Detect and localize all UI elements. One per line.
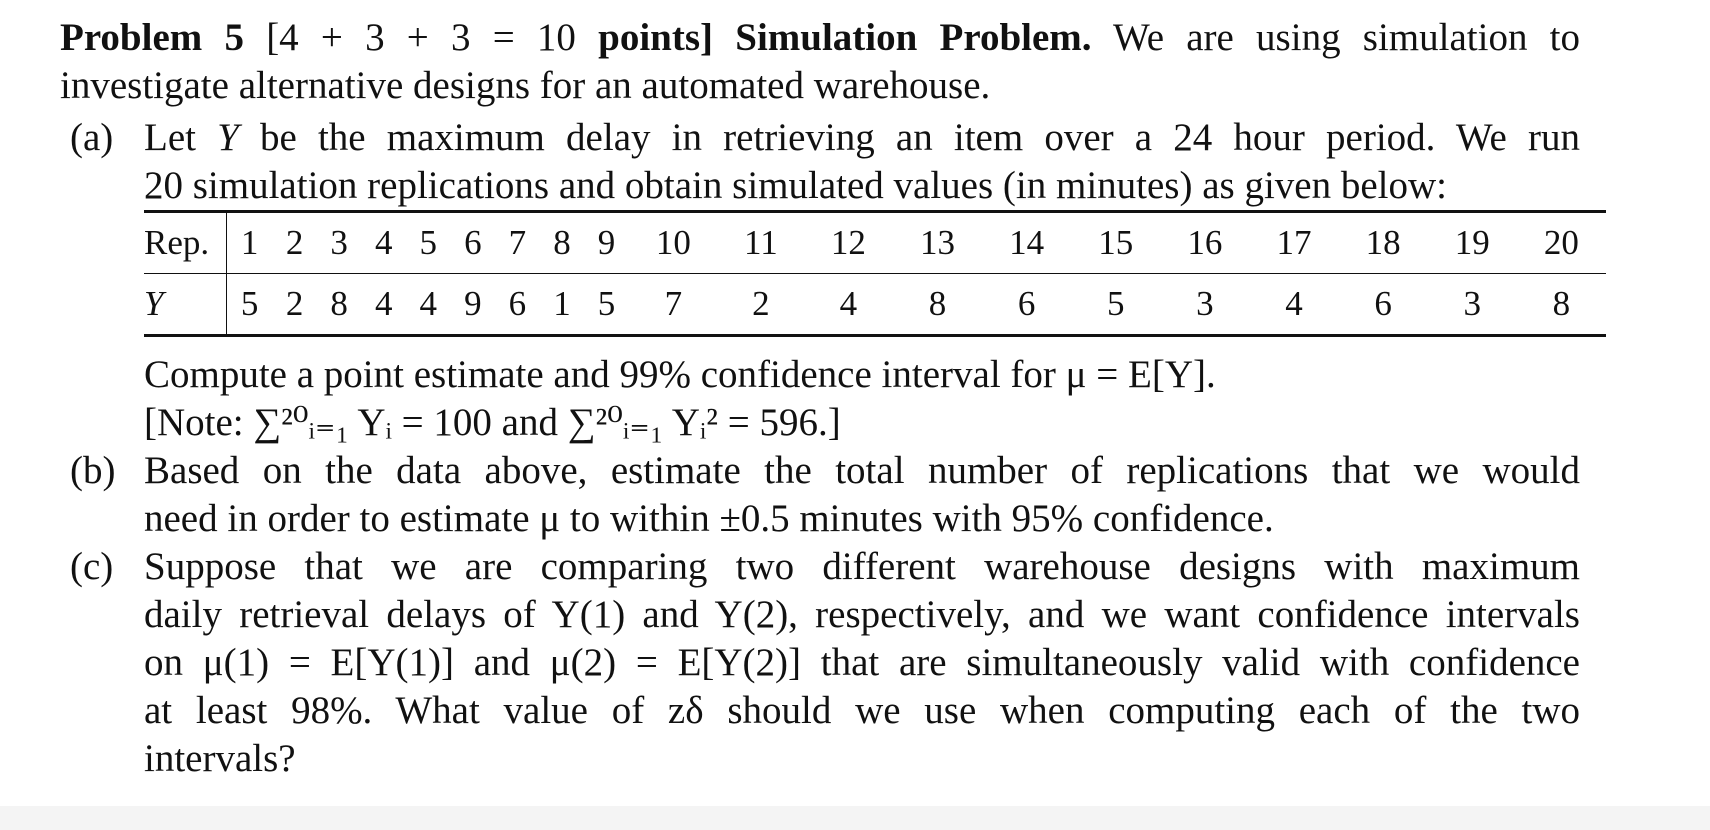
rep-cell: 5 bbox=[406, 212, 451, 274]
y-cell: 3 bbox=[1463, 284, 1481, 323]
problem-page bbox=[60, 14, 1580, 783]
problem-points: [4 + 3 + 3 = 10 bbox=[266, 16, 576, 59]
y-cell: 3 bbox=[1196, 284, 1214, 323]
y-cell: 8 bbox=[928, 284, 947, 323]
part-a-line-2: 20 simulation replications and obtain simulated values (in minutes) as given below: bbox=[144, 164, 1447, 207]
part-c-line-1: Suppose that we are comparing two different warehouse designs with maximum bbox=[144, 545, 1580, 588]
part-a bbox=[60, 114, 1580, 447]
y-cell: 8 bbox=[1552, 284, 1571, 323]
part-c-line-3: on μ(1) = E[Y(1)] and μ(2) = E[Y(2)] that are simultaneously valid with confidence bbox=[144, 641, 1580, 684]
part-a-compute: Compute a point estimate and 99% confidence interval for μ = E[Y]. bbox=[144, 353, 1216, 396]
rep-cell: 20 bbox=[1517, 212, 1606, 274]
y-cell: 6 bbox=[508, 284, 527, 323]
rep-cell: 15 bbox=[1071, 212, 1160, 274]
y-cell: 6 bbox=[1017, 284, 1036, 323]
problem-title: Simulation Problem. bbox=[735, 16, 1092, 59]
rep-cell: 9 bbox=[584, 212, 629, 274]
rep-cell: 6 bbox=[451, 212, 496, 274]
rep-cell: 2 bbox=[272, 212, 317, 274]
rep-cell: 10 bbox=[629, 212, 718, 274]
y-cell: 4 bbox=[839, 284, 858, 323]
part-c-line-2: daily retrieval delays of Y(1) and Y(2), respectively, and we want confidence intervals bbox=[144, 593, 1580, 636]
y-cell: 4 bbox=[1285, 284, 1303, 323]
problem-intro-1: We are using simulation to bbox=[1113, 16, 1580, 59]
part-b-label: (b) bbox=[70, 449, 116, 492]
rep-cell: 18 bbox=[1339, 212, 1428, 274]
y-cell: 5 bbox=[1106, 284, 1125, 323]
part-a-note: [Note: ∑²⁰ᵢ₌₁ Yᵢ = 100 and ∑²⁰ᵢ₌₁ Yᵢ² = 596.] bbox=[144, 401, 841, 444]
problem-label: Problem 5 bbox=[60, 16, 244, 59]
part-c bbox=[60, 543, 1580, 783]
row-label-rep: Rep. bbox=[144, 212, 227, 274]
y-cell: 2 bbox=[752, 284, 770, 323]
y-cell: 6 bbox=[1374, 284, 1392, 323]
rep-cell: 1 bbox=[227, 212, 273, 274]
rep-cell: 11 bbox=[718, 212, 804, 274]
part-c-line-5: intervals? bbox=[144, 737, 296, 780]
rep-cell: 19 bbox=[1428, 212, 1517, 274]
y-cell: 2 bbox=[285, 284, 304, 323]
part-b bbox=[60, 447, 1580, 543]
rep-cell: 4 bbox=[361, 212, 406, 274]
row-label-y: Y bbox=[144, 274, 227, 336]
y-cell: 8 bbox=[330, 284, 348, 323]
part-c-line-4: at least 98%. What value of zδ should we use when computing each of the two bbox=[144, 689, 1580, 732]
replications-table bbox=[144, 210, 1606, 337]
part-b-line-1: Based on the data above, estimate the total number of replications that we would bbox=[144, 449, 1580, 492]
rep-cell: 8 bbox=[540, 212, 585, 274]
table-row-rep bbox=[144, 212, 1606, 274]
rep-cell: 17 bbox=[1249, 212, 1338, 274]
rep-cell: 12 bbox=[804, 212, 893, 274]
part-c-label: (c) bbox=[70, 545, 114, 588]
rep-cell: 16 bbox=[1160, 212, 1249, 274]
problem-header bbox=[60, 14, 1580, 110]
y-cell: 5 bbox=[240, 284, 259, 323]
y-cell: 1 bbox=[553, 284, 571, 323]
part-a-line-1: Let Y be the maximum delay in retrieving an item over a 24 hour period. We run bbox=[144, 116, 1580, 159]
page-bottom-strip bbox=[0, 806, 1710, 830]
table-row-y bbox=[144, 274, 1606, 336]
rep-cell: 13 bbox=[893, 212, 982, 274]
rep-cell: 3 bbox=[317, 212, 362, 274]
y-cell: 5 bbox=[597, 284, 616, 323]
y-cell: 4 bbox=[419, 284, 438, 323]
y-cell: 9 bbox=[464, 284, 482, 323]
problem-points-word: points] bbox=[598, 16, 714, 59]
part-a-label: (a) bbox=[70, 116, 114, 159]
problem-intro-2: investigate alternative designs for an automated warehouse. bbox=[60, 64, 991, 107]
rep-cell: 7 bbox=[495, 212, 540, 274]
part-b-line-2: need in order to estimate μ to within ±0.5 minutes with 95% confidence. bbox=[144, 497, 1274, 540]
y-cell: 7 bbox=[664, 284, 683, 323]
y-cell: 4 bbox=[374, 284, 393, 323]
rep-cell: 14 bbox=[982, 212, 1071, 274]
